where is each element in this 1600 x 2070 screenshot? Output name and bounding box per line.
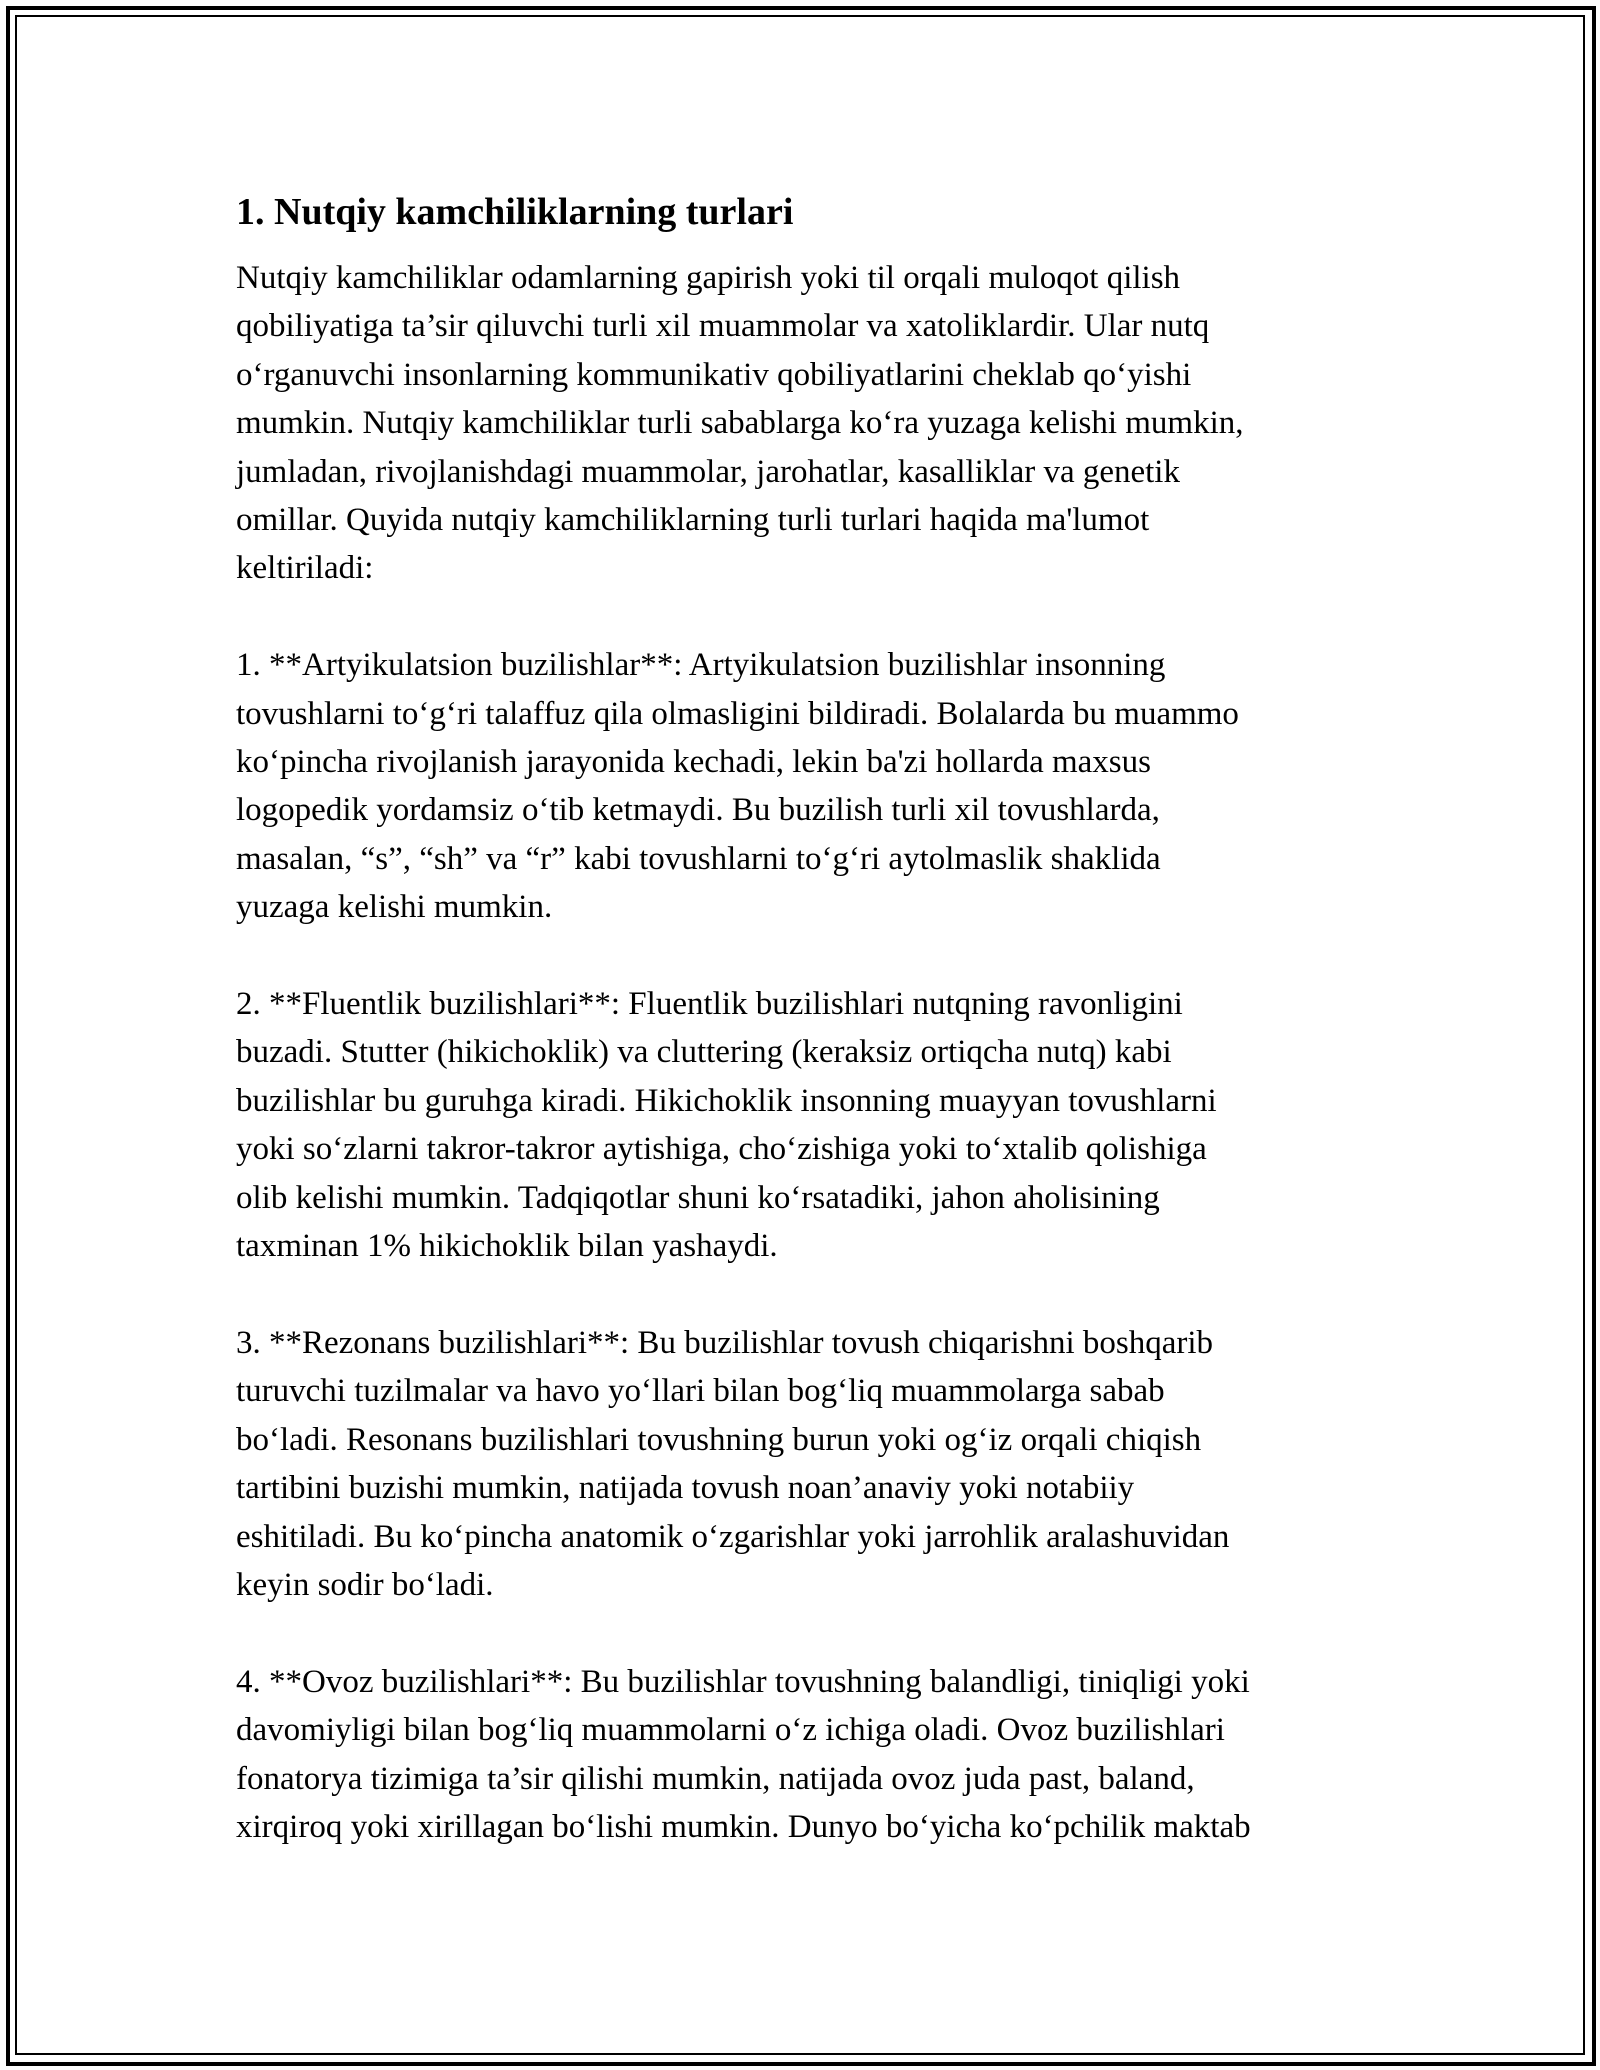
text-line: qobiliyatiga ta’sir qiluvchi turli xil muammolar va xatoliklardir. Ular nutq — [236, 308, 1210, 345]
text-line: keltiriladi: — [236, 550, 374, 587]
text-line: keyin sodir bo‘ladi. — [236, 1566, 494, 1603]
text-line: o‘rganuvchi insonlarning kommunikativ qobiliyatlarini cheklab qo‘yishi — [236, 356, 1192, 393]
text-line: masalan, “s”, “sh” va “r” kabi tovushlarni to‘g‘ri aytolmaslik shaklida — [236, 840, 1161, 877]
text-line: yoki so‘zlarni takror-takror aytishiga, cho‘zishiga yoki to‘xtalib qolishiga — [236, 1131, 1207, 1168]
text-line: olib kelishi mumkin. Tadqiqotlar shuni ko‘rsatadiki, jahon aholisining — [236, 1179, 1160, 1216]
text-line: bo‘ladi. Resonans buzilishlari tovushning burun yoki og‘iz orqali chiqish — [236, 1421, 1202, 1458]
text-line: jumladan, rivojlanishdagi muammolar, jarohatlar, kasalliklar va genetik — [236, 453, 1180, 490]
paragraph-voice — [236, 1658, 1386, 1852]
text-line: tartibini buzishi mumkin, natijada tovush noan’anaviy yoki notabiiy — [236, 1470, 1135, 1507]
text-line: fonatorya tizimiga ta’sir qilishi mumkin, natijada ovoz juda past, baland, — [236, 1760, 1195, 1797]
paragraph-fluency — [236, 980, 1386, 1270]
text-line: logopedik yordamsiz o‘tib ketmaydi. Bu buzilish turli xil tovushlarda, — [236, 792, 1160, 829]
paragraph-resonance — [236, 1319, 1386, 1609]
text-line: turuvchi tuzilmalar va havo yo‘llari bilan bog‘liq muammolarga sabab — [236, 1373, 1165, 1410]
paragraph-articulation — [236, 641, 1386, 931]
document-body — [236, 186, 1386, 1900]
text-line: xirqiroq yoki xirillagan bo‘lishi mumkin. Dunyo bo‘yicha ko‘pchilik maktab — [236, 1808, 1251, 1845]
text-line: eshitiladi. Bu ko‘pincha anatomik o‘zgarishlar yoki jarrohlik aralashuvidan — [236, 1518, 1230, 1555]
text-line: 4. **Ovoz buzilishlari**: Bu buzilishlar tovushning balandligi, tiniqligi yoki — [236, 1663, 1250, 1700]
section-heading: 1. Nutqiy kamchiliklarning turlari — [236, 191, 794, 233]
text-line: tovushlarni to‘g‘ri talaffuz qila olmasligini bildiradi. Bolalarda bu muammo — [236, 695, 1239, 732]
text-line: Nutqiy kamchiliklar odamlarning gapirish yoki til orqali muloqot qilish — [236, 260, 1181, 296]
text-line: buzadi. Stutter (hikichoklik) va cluttering (keraksiz ortiqcha nutq) kabi — [236, 1034, 1172, 1071]
text-line: taxminan 1% hikichoklik bilan yashaydi. — [236, 1228, 778, 1265]
text-line: mumkin. Nutqiy kamchiliklar turli sabablarga ko‘ra yuzaga kelishi mumkin, — [236, 405, 1244, 442]
text-line: buzilishlar bu guruhga kiradi. Hikichoklik insonning muayyan tovushlarni — [236, 1082, 1217, 1119]
text-line: yuzaga kelishi mumkin. — [236, 889, 553, 926]
text-line: 3. **Rezonans buzilishlari**: Bu buzilishlar tovush chiqarishni boshqarib — [236, 1324, 1214, 1361]
text-line: davomiyligi bilan bog‘liq muammolarni o‘z ichiga oladi. Ovoz buzilishlari — [236, 1712, 1225, 1749]
paragraph-intro — [236, 254, 1386, 593]
text-line: ko‘pincha rivojlanish jarayonida kechadi, lekin ba'zi hollarda maxsus — [236, 744, 1151, 781]
text-line: omillar. Quyida nutqiy kamchiliklarning turli turlari haqida ma'lumot — [236, 502, 1150, 539]
text-line: 1. **Artyikulatsion buzilishlar**: Artyikulatsion buzilishlar insonning — [236, 647, 1166, 684]
text-line: 2. **Fluentlik buzilishlari**: Fluentlik buzilishlari nutqning ravonligini — [236, 986, 1183, 1023]
